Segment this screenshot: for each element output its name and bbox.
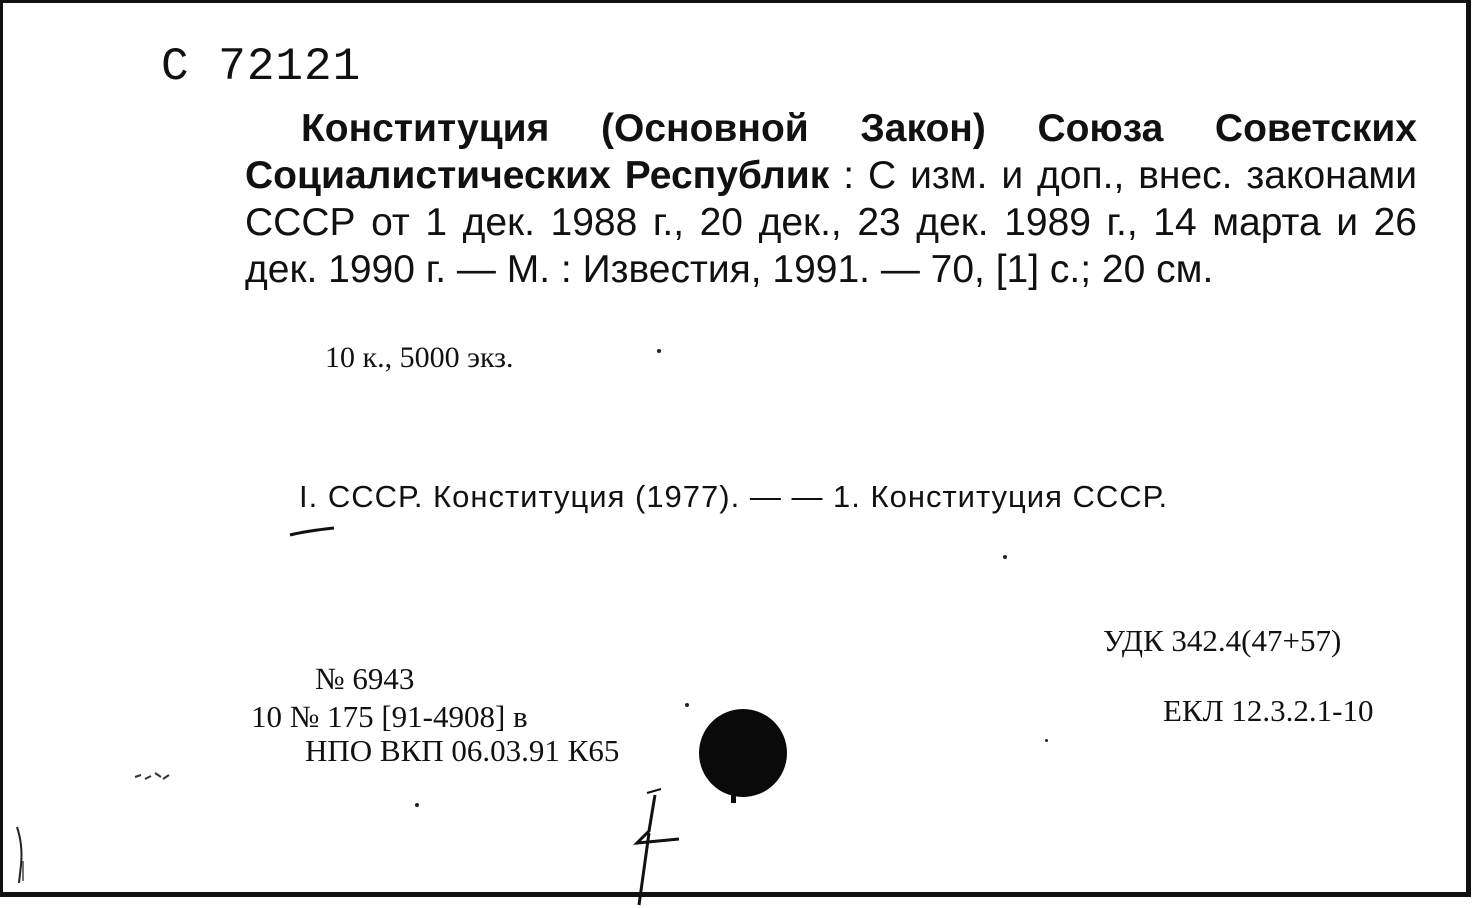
subject-headings: I. СССР. Конституция (1977). — — 1. Конституция СССР. [299,479,1169,514]
imprint-text: : С изм. и доп., внес. законами СССР от 1 дек. 1988 г., 20 дек., 23 дек. 1989 г., 14 марта и 26 дек. 1990 г. — М. : Известия, 1991. — 70, [1] с.; 20 см. [245,154,1417,291]
ekl-index: ЕКЛ 12.3.2.1-10 [1163,693,1374,728]
handwritten-underline-mark [286,521,346,541]
dust-speck [1003,555,1007,559]
ink-blot [693,707,789,803]
dust-speck [685,703,689,707]
price-and-print-run: 10 к., 5000 экз. [325,341,514,374]
print-info: 10 № 175 [91-4908] в [251,699,528,734]
dust-speck [1045,739,1048,742]
dust-speck [415,803,419,807]
smudge-mark [131,767,175,787]
dust-speck [657,349,661,353]
udk-index: УДК 342.4(47+57) [1103,623,1342,658]
shelfmark: С 72121 [161,41,362,93]
bibliographic-description [245,105,1417,293]
order-number: № 6943 [315,661,415,696]
printing-house-info: НПО ВКП 06.03.91 К65 [305,733,620,768]
handwritten-mark [603,783,693,908]
edge-scratch-mark [11,825,31,885]
title-text: Конституция (Основной Закон) Союза Советских Социалистических Республик [245,107,1417,197]
